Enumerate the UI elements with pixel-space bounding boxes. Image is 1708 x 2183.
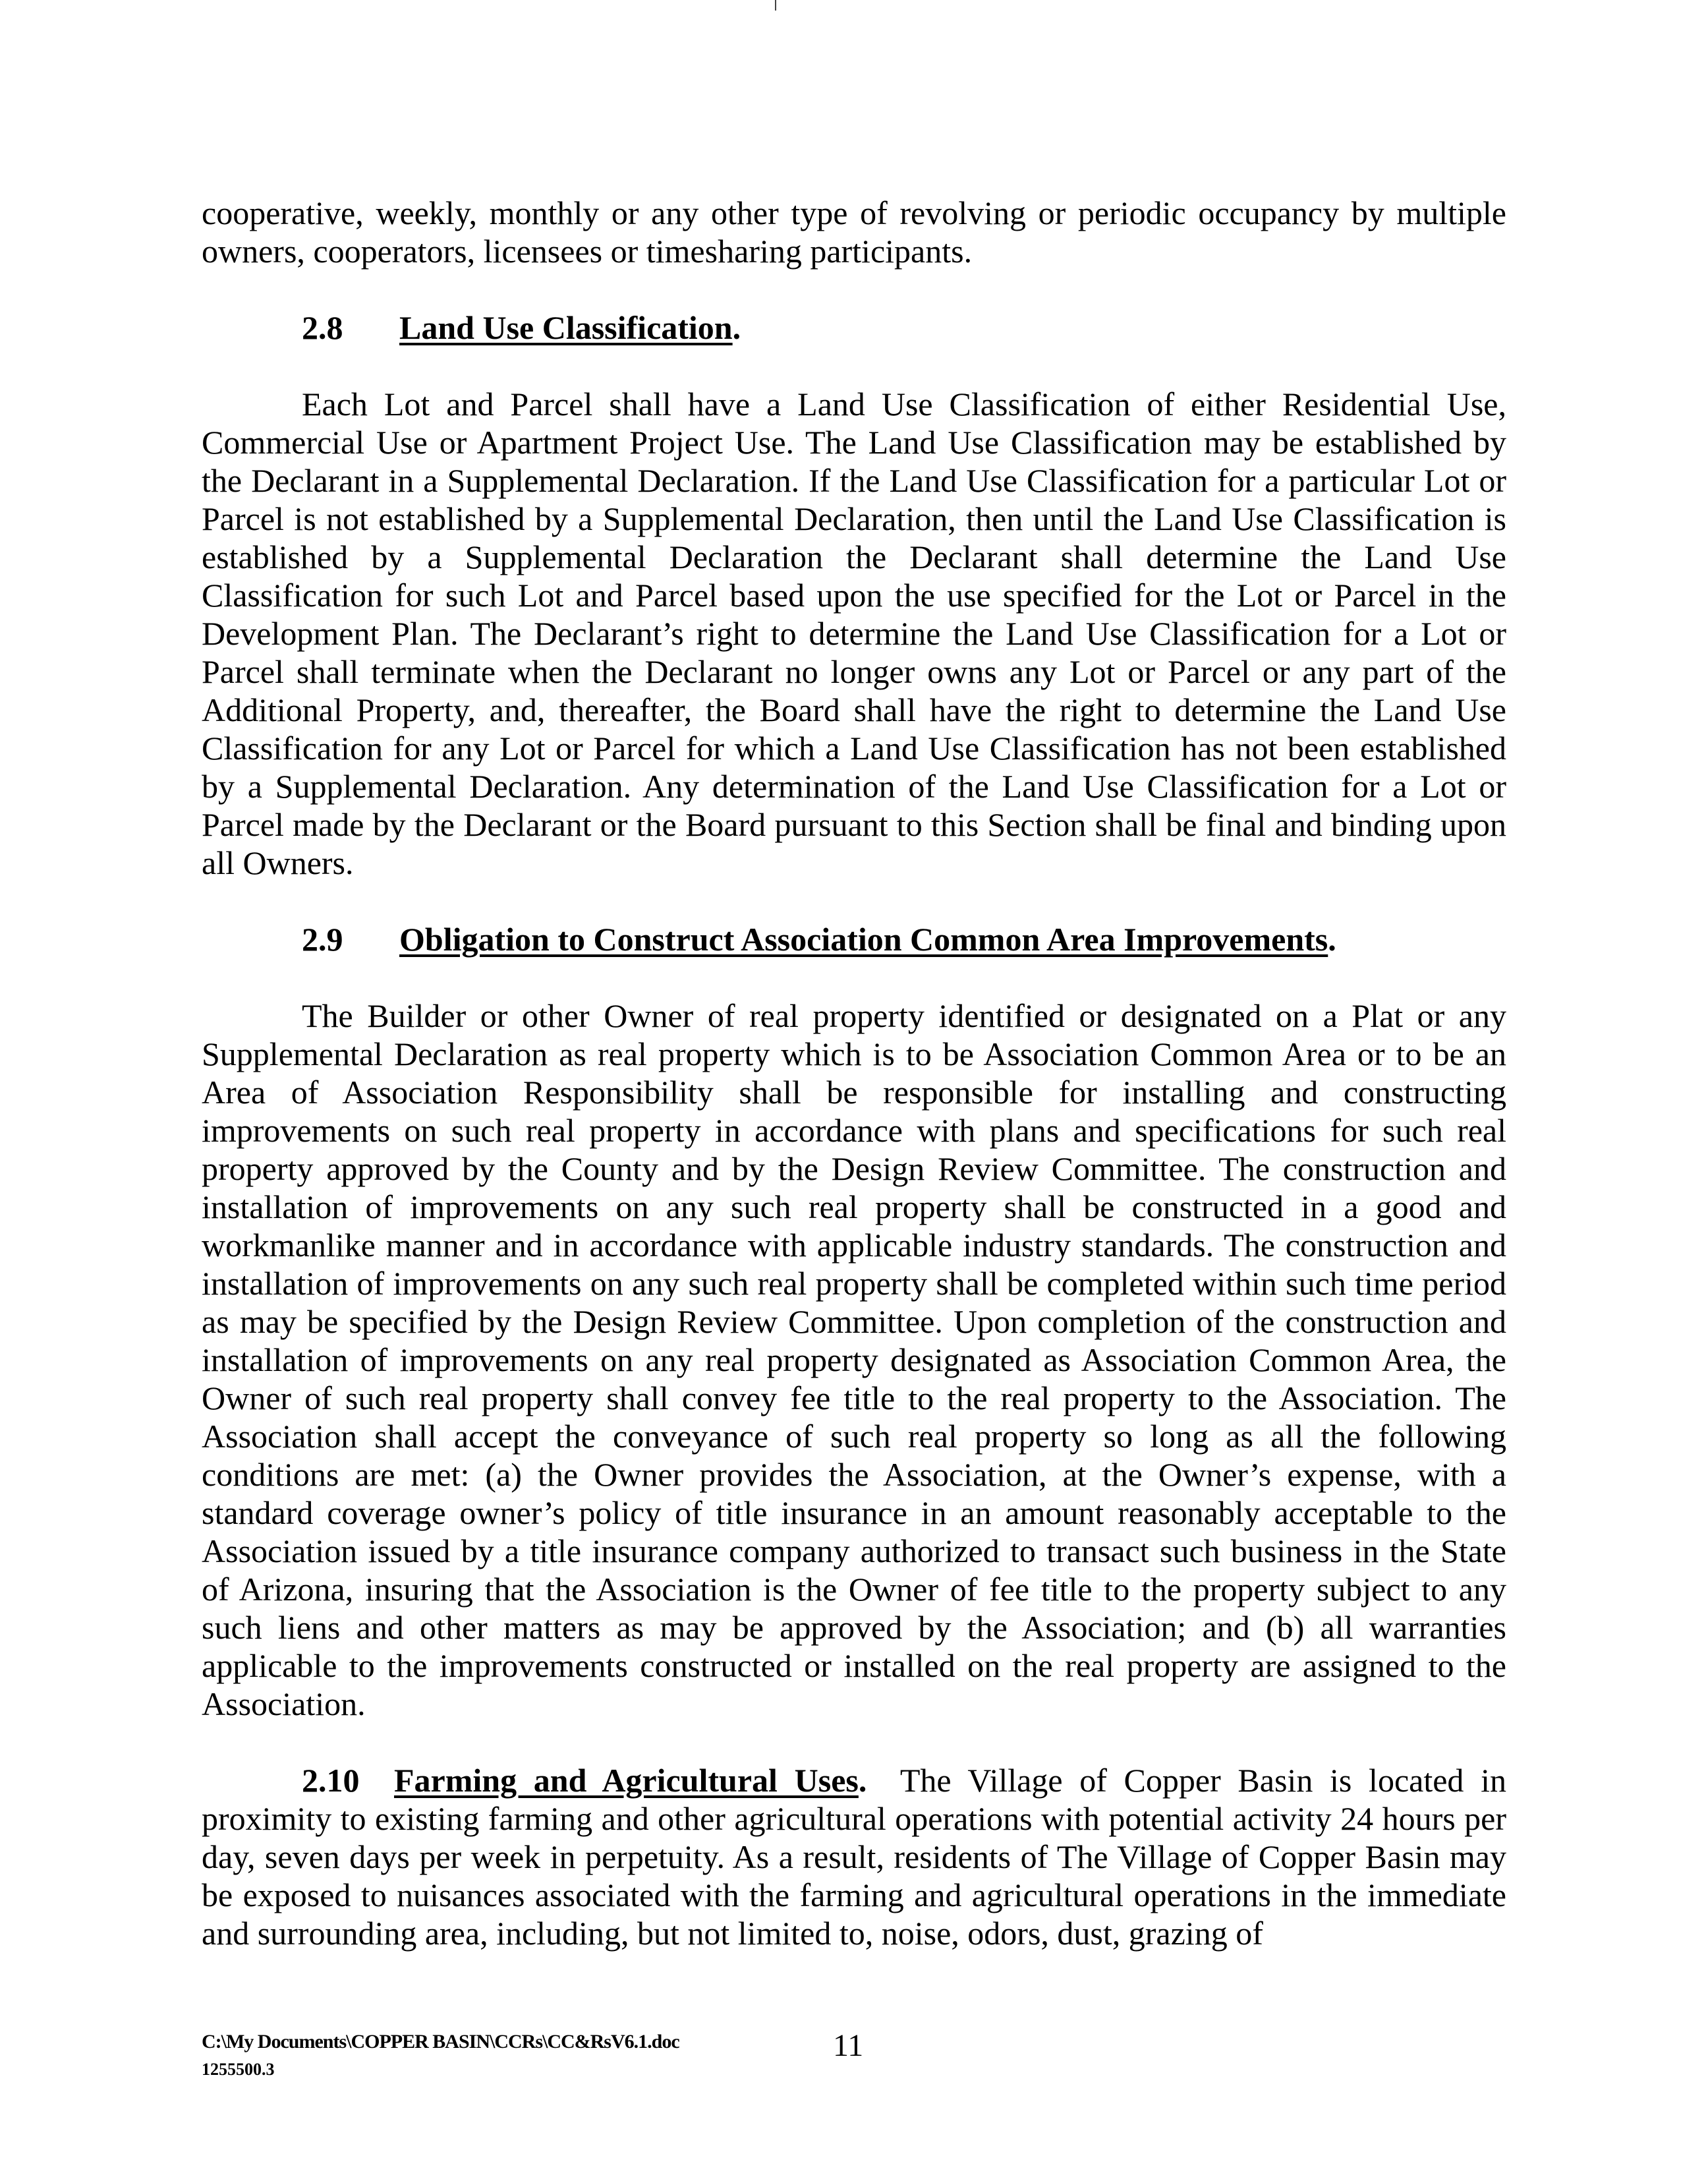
paragraph-land-use-classification: Each Lot and Parcel shall have a Land Use Classification of either Residential Use, Commercial Use or Apartment Project Use. The Land Use Classification may be established by the Declarant in a Supplemental Declaration. If the Land Use Classification for a particular Lot or Parcel is not established by a Supplemental Declaration, then until the Land Use Classification is established by a Supplemental Declaration the Declarant shall determine the Land Use Classification for such Lot and Parcel based upon the use specified for the Lot or Parcel in the Development Plan. The Declarant’s right to determine the Land Use Classification for a Lot or Parcel shall terminate when the Declarant no longer owns any Lot or Parcel or any part of the Additional Property, and, thereafter, the Board shall have the right to determine the Land Use Classification for any Lot or Parcel for which a Land Use Classification has not been established by a Supplemental Declaration. Any determination of the Land Use Classification for a Lot or Parcel made by the Declarant or the Board pursuant to this Section shall be final and binding upon all Owners. [202, 386, 1506, 881]
paragraph-farming-agricultural [202, 1761, 1506, 1952]
footer-document-id: 1255500.3 [202, 2060, 275, 2079]
page-number: 11 [833, 2028, 864, 2063]
section-number: 2.8 [302, 309, 343, 346]
section-heading-2-8 [202, 308, 1506, 347]
section-punct: . [858, 1762, 867, 1799]
section-number: 2.10 [302, 1762, 360, 1799]
section-title: Farming and Agricultural Uses [394, 1762, 859, 1799]
section-punct: . [1328, 921, 1336, 958]
footer-file-path: C:\My Documents\COPPER BASIN\CCRs\CC&RsV6.1.doc [202, 2031, 679, 2052]
section-title: Land Use Classification [399, 309, 733, 346]
section-punct: . [732, 309, 741, 346]
section-number: 2.9 [302, 921, 343, 958]
page-body [202, 194, 1506, 1952]
paragraph-common-area-improvements: The Builder or other Owner of real property identified or designated on a Plat or any Supplemental Declaration as real property which is to be Association Common Area or to be an Area of Association Responsibility shall be responsible for installing and constructing improvements on such real property in accordance with plans and specifications for such real property approved by the County and by the Design Review Committee. The construction and installation of improvements on any such real property shall be constructed in a good and workmanlike manner and in accordance with applicable industry standards. The construction and installation of improvements on any such real property shall be completed within such time period as may be specified by the Design Review Committee. Upon completion of the construction and installation of improvements on any real property designated as Association Common Area, the Owner of such real property shall convey fee title to the real property to the Association. The Association shall accept the conveyance of such real property so long as all the following conditions are met: (a) the Owner provides the Association, at the Owner’s expense, with a standard coverage owner’s policy of title insurance in an amount reasonably acceptable to the Association issued by a title insurance company authorized to transact such business in the State of Arizona, insuring that the Association is the Owner of fee title to the property subject to any such liens and other matters as may be approved by the Association; and (b) all warranties applicable to the improvements constructed or installed on the real property are assigned to the Association. [202, 997, 1506, 1722]
section-heading-2-9 [202, 920, 1506, 958]
paragraph-spacer [202, 1723, 1506, 1761]
paragraph-continuation: cooperative, weekly, monthly or any other type of revolving or periodic occupancy by multiple owners, cooperators, licensees or timesharing participants. [202, 194, 1506, 270]
inline-section-heading-2-10 [302, 1762, 867, 1799]
paragraph-farming-text: The Village of Copper Basin is located in proximity to existing farming and other agricultural operations with potential activity 24 hours per day, seven days per week in perpetuity. As a result, residents of The Village of Copper Basin may be exposed to nuisances associated with the farming and agricultural operations in the immediate and surrounding area, including, but not limited to, noise, odors, dust, grazing of [202, 1762, 1506, 1952]
section-title: Obligation to Construct Association Common Area Improvements [399, 921, 1328, 958]
scan-mark [775, 0, 776, 11]
